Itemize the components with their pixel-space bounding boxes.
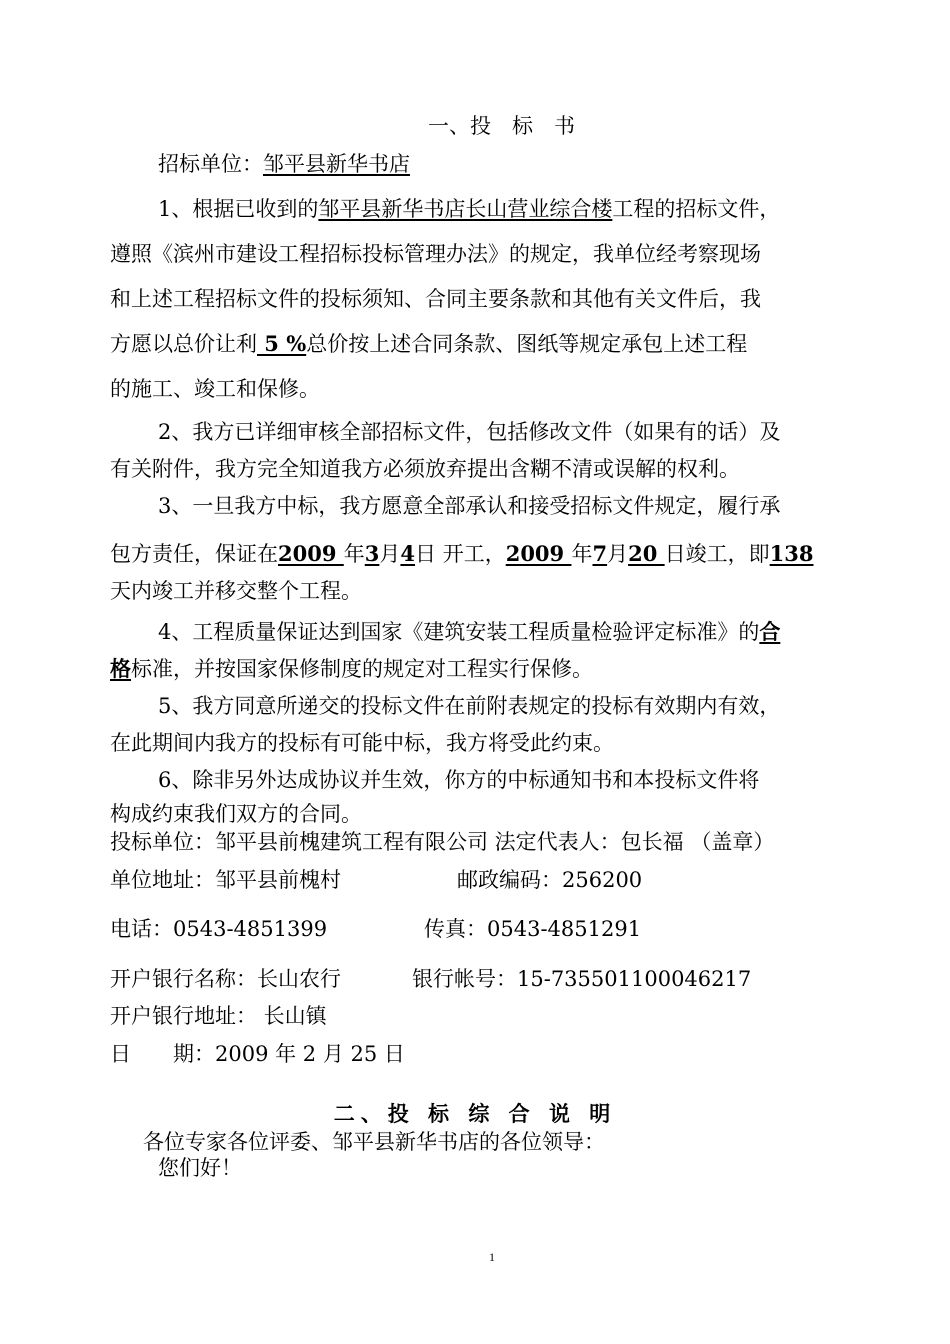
bidder-address: 单位地址：邹平县前槐村	[110, 868, 341, 892]
p1-line3: 和上述工程招标文件的投标须知、合同主要条款和其他有关文件后，我	[110, 287, 761, 311]
bidder-info: 投标单位：邹平县前槐建筑工程有限公司 法定代表人：包长福 （盖章）	[110, 830, 775, 854]
section1-title: 一、投 标 书	[428, 114, 575, 138]
page-number: 1	[489, 1250, 495, 1264]
greeting-line2: 您们好！	[158, 1156, 242, 1180]
greeting-line1: 各位专家各位评委、邹平县新华书店的各位领导：	[143, 1130, 605, 1154]
start-month: 3	[364, 541, 380, 566]
p5-line2: 在此期间内我方的投标有可能中标，我方将受此约束。	[110, 731, 614, 755]
p3-line1: 3、一旦我方中标，我方愿意全部承认和接受招标文件规定，履行承	[158, 494, 781, 518]
p2-line2: 有关附件，我方完全知道我方必须放弃提出含糊不清或误解的权利。	[110, 457, 740, 481]
p4-line1: 4、工程质量保证达到国家《建筑安装工程质量检验评定标准》的合	[158, 619, 781, 644]
p1-line4: 方愿以总价让利 5 %总价按上述合同条款、图纸等规定承包上述工程	[110, 331, 748, 356]
p5-line1: 5、我方同意所递交的投标文件在前附表规定的投标有效期内有效，	[158, 694, 781, 718]
bidder-fax: 传真：0543-4851291	[424, 917, 642, 941]
project-name: 邹平县新华书店长山营业综合楼	[318, 197, 613, 221]
start-year: 2009	[278, 541, 344, 566]
quality-grade-part1: 合	[759, 619, 781, 644]
bank-account: 银行帐号：15-735501100046217	[412, 967, 752, 991]
end-day: 20	[628, 541, 665, 566]
bidder-postcode: 邮政编码：256200	[457, 868, 643, 892]
recipient-name: 邹平县新华书店	[263, 152, 410, 176]
end-year: 2009	[505, 541, 572, 566]
p1-line2: 遵照《滨州市建设工程招标投标管理办法》的规定，我单位经考察现场	[110, 242, 761, 266]
recipient-label: 招标单位：	[158, 152, 263, 176]
section2-title: 二、投 标 综 合 说 明	[333, 1102, 617, 1126]
p1-line1: 1、根据已收到的邹平县新华书店长山营业综合楼工程的招标文件，	[158, 197, 781, 221]
recipient-line	[158, 150, 410, 178]
bank-address: 开户银行地址： 长山镇	[110, 1004, 327, 1028]
quality-grade-part2: 格	[110, 656, 131, 681]
p3-line3: 天内竣工并移交整个工程。	[110, 579, 362, 603]
bidder-phone: 电话：0543-4851399	[110, 917, 328, 941]
p3-line2: 包方责任，保证在2009 年3月4日 开工，2009 年7月20 日竣工，即138	[110, 541, 814, 566]
p4-line2: 格标准，并按国家保修制度的规定对工程实行保修。	[110, 656, 593, 681]
start-day: 4	[400, 541, 416, 566]
bid-date: 日 期：2009 年 2 月 25 日	[110, 1042, 405, 1066]
p6-line1: 6、除非另外达成协议并生效，你方的中标通知书和本投标文件将	[158, 768, 760, 792]
bank-name: 开户银行名称：长山农行	[110, 967, 341, 991]
discount-value: 5 %	[257, 331, 307, 356]
p1-line5: 的施工、竣工和保修。	[110, 377, 320, 401]
p2-line1: 2、我方已详细审核全部招标文件，包括修改文件（如果有的话）及	[158, 420, 781, 444]
p6-line2: 构成约束我们双方的合同。	[110, 802, 362, 826]
end-month: 7	[592, 541, 608, 566]
duration-days: 138	[769, 541, 814, 566]
